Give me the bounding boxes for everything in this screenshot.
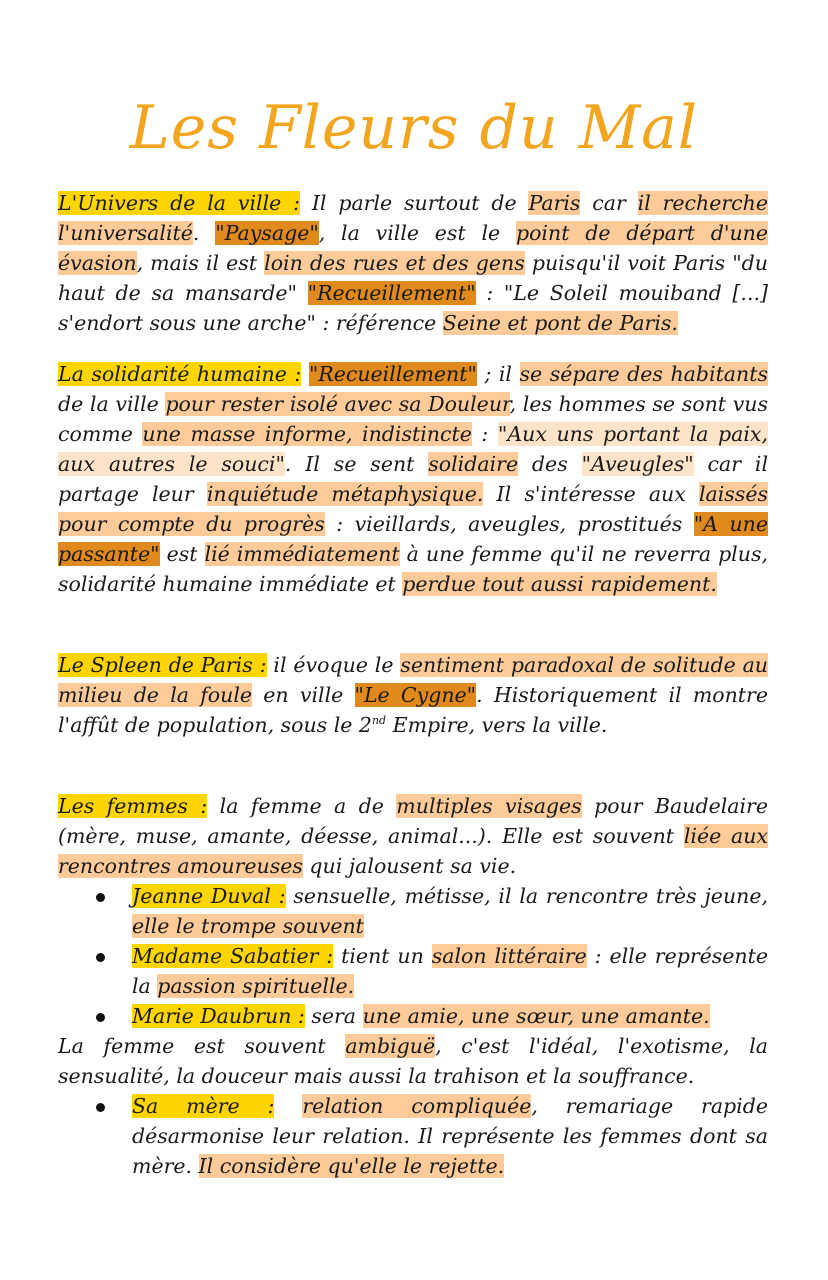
text: Il parle surtout de [300,191,529,215]
quote-highlight: "Aux uns portant la paix, aux autres le souci" [58,422,768,476]
text: : "Le Soleil mouiband [...] s'endort sous une arche" : référence [58,281,768,335]
superscript: nd [371,714,387,728]
highlight: relation compliquée [302,1094,532,1118]
text: est [159,542,205,566]
text: qui jalousent sa vie. [302,854,517,878]
text: : vieillards, aveugles, prostitués [324,512,694,536]
highlight: Il considère qu'elle le rejette. [198,1154,505,1178]
highlight: Paris [528,191,581,215]
highlight: laissés pour compte du progrès [58,482,768,536]
heading-highlight: Le Spleen de Paris : [58,653,267,677]
text: ; il [476,362,520,386]
quote-highlight: "Aveugles" [581,452,694,476]
highlight: passion spirituelle. [157,974,355,998]
text: la femme a de [207,794,397,818]
text: de la ville [58,392,166,416]
text: , c'est l'idéal, l'exotisme, la sensualité, la douceur mais aussi la trahison et la souffrance. [58,1034,768,1088]
poem-title-highlight: "Paysage" [215,221,319,245]
text: puisqu'il voit Paris "du haut de sa mansarde" [58,251,768,305]
list-item [58,881,768,941]
text: des [518,452,582,476]
text: car [580,191,638,215]
text: . Historiquement il montre l'affût de population, sous le 2 [58,683,768,737]
text: tient un [333,944,432,968]
bullet-icon [96,1103,105,1112]
paragraph-solidarite [58,359,768,599]
text [274,1094,302,1118]
name-highlight: Madame Sabatier : [132,944,334,968]
highlight: se sépare des habitants [519,362,768,386]
text: . Il se sent [284,452,429,476]
text: : [471,422,498,446]
femmes-list-2 [58,1091,768,1181]
bullet-icon [96,1013,105,1022]
paragraph-spleen-paris [58,650,768,740]
name-highlight: Jeanne Duval : [132,884,286,908]
femmes-list [58,881,768,1031]
highlight: loin des rues et des gens [264,251,525,275]
text: : elle représente la [132,944,769,998]
text: La femme est souvent [58,1034,346,1058]
highlight: elle le trompe souvent [132,914,364,938]
text: Il s'intéresse aux [483,482,699,506]
highlight: inquiétude métaphysique. [206,482,484,506]
text: sera [304,1004,363,1028]
text: , mais il est [136,251,265,275]
text: en ville [252,683,355,707]
text: . [192,221,216,245]
poem-title-highlight: "Recueillement" [308,362,477,386]
heading-highlight: Les femmes : [58,794,208,818]
text: , remariage rapide désarmonise leur relation. Il représente les femmes dont sa mère. [132,1094,768,1178]
highlight: lié immédiatement [204,542,400,566]
list-item [58,1001,768,1031]
paragraph-univers-ville [58,188,768,338]
text: il évoque le [266,653,401,677]
text: car il partage leur [58,452,769,506]
poem-title-highlight: "Recueillement" [307,281,476,305]
poem-title-highlight: "Le Cygne" [354,683,477,707]
highlight: il recherche l'universalité [58,191,768,245]
highlight: sentiment paradoxal de solitude au milieu de la foule [58,653,768,707]
list-item [58,1091,768,1181]
highlight: une amie, une sœur, une amante. [362,1004,710,1028]
highlight: salon littéraire [431,944,587,968]
name-highlight: Sa mère : [132,1094,275,1118]
text: sensuelle, métisse, il la rencontre très jeune, [285,884,768,908]
highlight: point de départ d'une évasion [58,221,768,275]
highlight: perdue tout aussi rapidement. [402,572,717,596]
highlight: une masse informe, indistincte [142,422,472,446]
highlight: pour rester isolé avec sa Douleur [165,392,510,416]
paragraph-femmes [58,791,768,1181]
page-title: Les Fleurs du Mal [129,93,699,163]
heading-highlight: L'Univers de la ville : [58,191,300,215]
text: , la ville est le [318,221,516,245]
list-item [58,941,768,1001]
text: Empire, vers la ville. [386,713,608,737]
heading-highlight: La solidarité humaine : [58,362,302,386]
text: à une femme qu'il ne reverra plus, solidarité humaine immédiate et [58,542,768,596]
text: pour Baudelaire (mère, muse, amante, déesse, animal...). Elle est souvent [58,794,768,848]
bullet-icon [96,893,105,902]
highlight: multiples visages [396,794,582,818]
highlight: solidaire [428,452,519,476]
highlight: ambiguë [345,1034,436,1058]
femmes-mid [58,1031,768,1091]
femmes-intro [58,791,768,881]
highlight: Seine et pont de Paris. [442,311,678,335]
highlight: liée aux rencontres amoureuses [58,824,768,878]
poem-title-highlight: "A une passante" [58,512,768,566]
text [301,362,309,386]
name-highlight: Marie Daubrun : [132,1004,305,1028]
bullet-icon [96,953,105,962]
text: , les hommes se sont vus comme [58,392,768,446]
